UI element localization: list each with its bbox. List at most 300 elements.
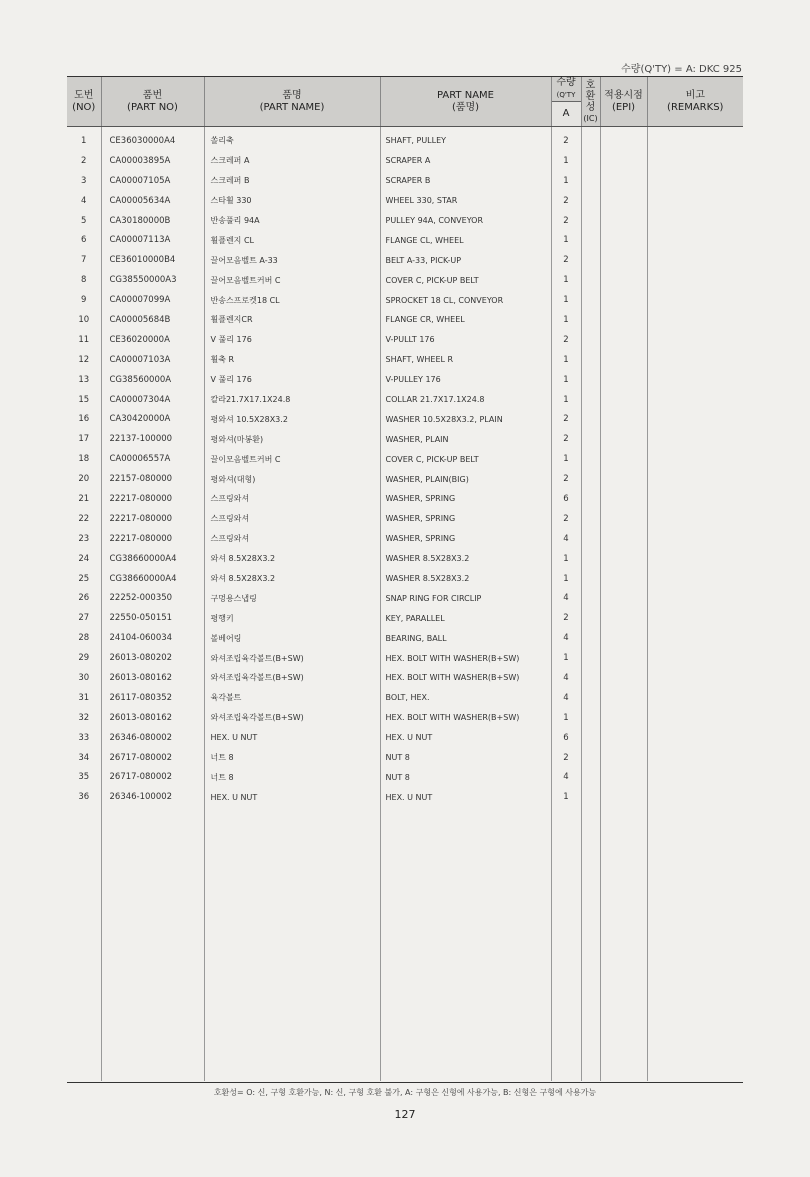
row-epi bbox=[600, 549, 647, 569]
row-part-no: 22137-100000 bbox=[101, 429, 204, 449]
row-part-name: 끌어모음벨트커버 C bbox=[204, 270, 380, 290]
row-part-no: CA00005684B bbox=[101, 310, 204, 330]
row-no: 12 bbox=[67, 350, 101, 370]
row-qty: 2 bbox=[551, 330, 581, 350]
header-ic-2: 환 bbox=[585, 90, 596, 102]
row-remarks bbox=[647, 668, 743, 688]
header-no bbox=[67, 77, 101, 127]
row-part-name: 와셔조립육각볼트(B+SW) bbox=[204, 668, 380, 688]
row-ic bbox=[581, 127, 600, 151]
row-eng-name: FLANGE CL, WHEEL bbox=[380, 230, 551, 250]
row-remarks bbox=[647, 127, 743, 151]
filler-cell bbox=[380, 807, 551, 1080]
header-ic-3: 성 bbox=[585, 101, 596, 113]
row-part-name: 칼라21.7X17.1X24.8 bbox=[204, 390, 380, 410]
row-remarks bbox=[647, 469, 743, 489]
row-qty: 2 bbox=[551, 429, 581, 449]
row-ic bbox=[581, 708, 600, 728]
row-remarks bbox=[647, 191, 743, 211]
table-row bbox=[67, 608, 743, 628]
row-remarks bbox=[647, 608, 743, 628]
row-epi bbox=[600, 648, 647, 668]
header-part-name bbox=[204, 77, 380, 127]
table-row bbox=[67, 151, 743, 171]
row-eng-name: BELT A-33, PICK-UP bbox=[380, 250, 551, 270]
compatibility-note: 호환성= O: 신, 구형 호환가능, N: 신, 구형 호환 불가, A: 구형은 신형에 사용가능, B: 신형은 구형에 사용가능 bbox=[213, 1088, 597, 1097]
header-eng-name-title: PART NAME bbox=[436, 89, 494, 101]
row-eng-name: FLANGE CR, WHEEL bbox=[380, 310, 551, 330]
row-qty: 2 bbox=[551, 191, 581, 211]
header-eng-name-ko: (품명) bbox=[451, 101, 480, 113]
header-no-ko: 도번 bbox=[74, 89, 94, 101]
row-remarks bbox=[647, 151, 743, 171]
table-row bbox=[67, 171, 743, 191]
row-epi bbox=[600, 708, 647, 728]
header-qty-top bbox=[552, 77, 581, 102]
header-qty-en: (Q'TY bbox=[556, 91, 576, 99]
row-part-no: 22217-080000 bbox=[101, 489, 204, 509]
row-epi bbox=[600, 529, 647, 549]
row-epi bbox=[600, 489, 647, 509]
row-part-name: V 풀리 176 bbox=[204, 370, 380, 390]
row-part-name: 너트 8 bbox=[204, 748, 380, 768]
row-part-no: 26717-080002 bbox=[101, 748, 204, 768]
row-no: 3 bbox=[67, 171, 101, 191]
row-no: 9 bbox=[67, 290, 101, 310]
row-epi bbox=[600, 151, 647, 171]
row-remarks bbox=[647, 787, 743, 807]
row-qty: 1 bbox=[551, 151, 581, 171]
row-no: 15 bbox=[67, 390, 101, 410]
row-qty: 4 bbox=[551, 529, 581, 549]
row-no: 7 bbox=[67, 250, 101, 270]
table-row bbox=[67, 569, 743, 589]
row-eng-name: WASHER, PLAIN(BIG) bbox=[380, 469, 551, 489]
row-part-no: CG38550000A3 bbox=[101, 270, 204, 290]
row-epi bbox=[600, 390, 647, 410]
table-row bbox=[67, 628, 743, 648]
row-qty: 1 bbox=[551, 290, 581, 310]
table-row bbox=[67, 787, 743, 807]
table-row bbox=[67, 588, 743, 608]
row-ic bbox=[581, 588, 600, 608]
table-row bbox=[67, 390, 743, 410]
page-number: 127 bbox=[394, 1108, 416, 1121]
row-qty: 2 bbox=[551, 250, 581, 270]
row-remarks bbox=[647, 509, 743, 529]
row-ic bbox=[581, 768, 600, 788]
row-qty: 1 bbox=[551, 549, 581, 569]
row-qty: 2 bbox=[551, 211, 581, 231]
row-qty: 1 bbox=[551, 350, 581, 370]
table-header-row bbox=[67, 77, 743, 127]
table-row bbox=[67, 549, 743, 569]
row-remarks bbox=[647, 429, 743, 449]
row-no: 17 bbox=[67, 429, 101, 449]
row-remarks bbox=[647, 588, 743, 608]
row-part-name: 와셔조립육각볼트(B+SW) bbox=[204, 708, 380, 728]
row-epi bbox=[600, 310, 647, 330]
row-eng-name: PULLEY 94A, CONVEYOR bbox=[380, 211, 551, 231]
table-row bbox=[67, 449, 743, 469]
row-part-no: 26013-080162 bbox=[101, 668, 204, 688]
header-part-no-en: (PART NO) bbox=[127, 101, 178, 113]
row-no: 21 bbox=[67, 489, 101, 509]
filler-cell bbox=[67, 807, 101, 1080]
row-epi bbox=[600, 409, 647, 429]
table-row bbox=[67, 211, 743, 231]
row-qty: 1 bbox=[551, 708, 581, 728]
row-epi bbox=[600, 370, 647, 390]
row-no: 36 bbox=[67, 787, 101, 807]
row-part-name: 평와셔(대형) bbox=[204, 469, 380, 489]
row-eng-name: WASHER 10.5X28X3.2, PLAIN bbox=[380, 409, 551, 429]
row-remarks bbox=[647, 529, 743, 549]
header-eng-name bbox=[380, 77, 551, 127]
header-part-no-ko: 품번 bbox=[142, 89, 163, 101]
row-epi bbox=[600, 748, 647, 768]
table-row bbox=[67, 688, 743, 708]
table-row bbox=[67, 668, 743, 688]
parts-table-frame bbox=[67, 76, 743, 1083]
row-no: 32 bbox=[67, 708, 101, 728]
row-ic bbox=[581, 489, 600, 509]
row-eng-name: WASHER, SPRING bbox=[380, 489, 551, 509]
row-ic bbox=[581, 211, 600, 231]
row-part-no: CA00003895A bbox=[101, 151, 204, 171]
header-ic-1: 호 bbox=[585, 79, 596, 91]
row-part-name: 육각볼트 bbox=[204, 688, 380, 708]
table-row bbox=[67, 310, 743, 330]
row-part-name: 와셔 8.5X28X3.2 bbox=[204, 569, 380, 589]
row-eng-name: COVER C, PICK-UP BELT bbox=[380, 449, 551, 469]
row-part-name: 평와셔 10.5X28X3.2 bbox=[204, 409, 380, 429]
row-epi bbox=[600, 330, 647, 350]
row-part-no: 22157-080000 bbox=[101, 469, 204, 489]
table-row bbox=[67, 529, 743, 549]
row-epi bbox=[600, 191, 647, 211]
row-part-no: CA00007304A bbox=[101, 390, 204, 410]
row-qty: 1 bbox=[551, 230, 581, 250]
row-eng-name: BEARING, BALL bbox=[380, 628, 551, 648]
row-ic bbox=[581, 409, 600, 429]
table-row bbox=[67, 191, 743, 211]
row-ic bbox=[581, 549, 600, 569]
row-part-name: 스크레퍼 A bbox=[204, 151, 380, 171]
row-epi bbox=[600, 449, 647, 469]
row-eng-name: HEX. U NUT bbox=[380, 787, 551, 807]
row-ic bbox=[581, 608, 600, 628]
row-eng-name: WASHER, SPRING bbox=[380, 509, 551, 529]
row-eng-name: HEX. U NUT bbox=[380, 728, 551, 748]
row-qty: 1 bbox=[551, 569, 581, 589]
row-part-no: 26346-080002 bbox=[101, 728, 204, 748]
row-ic bbox=[581, 648, 600, 668]
row-qty: 6 bbox=[551, 728, 581, 748]
row-part-no: 26717-080002 bbox=[101, 768, 204, 788]
row-eng-name: NUT 8 bbox=[380, 748, 551, 768]
row-epi bbox=[600, 127, 647, 151]
row-eng-name: COVER C, PICK-UP BELT bbox=[380, 270, 551, 290]
table-row bbox=[67, 270, 743, 290]
filler-cell bbox=[581, 807, 600, 1080]
row-part-name: 와셔 8.5X28X3.2 bbox=[204, 549, 380, 569]
table-row bbox=[67, 290, 743, 310]
row-part-name: 반송풀리 94A bbox=[204, 211, 380, 231]
row-no: 25 bbox=[67, 569, 101, 589]
row-remarks bbox=[647, 370, 743, 390]
row-part-no: CE36010000B4 bbox=[101, 250, 204, 270]
row-no: 18 bbox=[67, 449, 101, 469]
row-remarks bbox=[647, 489, 743, 509]
row-qty: 4 bbox=[551, 588, 581, 608]
row-epi bbox=[600, 350, 647, 370]
row-remarks bbox=[647, 350, 743, 370]
row-no: 24 bbox=[67, 549, 101, 569]
table-row bbox=[67, 409, 743, 429]
row-qty: 2 bbox=[551, 409, 581, 429]
row-eng-name: KEY, PARALLEL bbox=[380, 608, 551, 628]
row-part-name: HEX. U NUT bbox=[204, 787, 380, 807]
header-qty-ko: 수량 bbox=[556, 77, 576, 88]
row-remarks bbox=[647, 390, 743, 410]
row-eng-name: HEX. BOLT WITH WASHER(B+SW) bbox=[380, 708, 551, 728]
row-qty: 2 bbox=[551, 748, 581, 768]
row-ic bbox=[581, 628, 600, 648]
row-part-name: 끌어모음벨트 A-33 bbox=[204, 250, 380, 270]
row-eng-name: BOLT, HEX. bbox=[380, 688, 551, 708]
row-part-name: 반송스프로켓18 CL bbox=[204, 290, 380, 310]
header-ic-en: (IC) bbox=[583, 113, 598, 123]
row-part-name: 평행키 bbox=[204, 608, 380, 628]
row-part-no: CA00007113A bbox=[101, 230, 204, 250]
row-ic bbox=[581, 250, 600, 270]
table-row bbox=[67, 230, 743, 250]
row-remarks bbox=[647, 449, 743, 469]
row-eng-name: WASHER 8.5X28X3.2 bbox=[380, 569, 551, 589]
row-ic bbox=[581, 469, 600, 489]
row-remarks bbox=[647, 330, 743, 350]
row-eng-name: V-PULLT 176 bbox=[380, 330, 551, 350]
header-part-name-en: (PART NAME) bbox=[259, 101, 325, 113]
row-part-no: CA30420000A bbox=[101, 409, 204, 429]
row-no: 6 bbox=[67, 230, 101, 250]
row-no: 11 bbox=[67, 330, 101, 350]
row-ic bbox=[581, 230, 600, 250]
row-eng-name: COLLAR 21.7X17.1X24.8 bbox=[380, 390, 551, 410]
row-ic bbox=[581, 330, 600, 350]
row-part-name: 끌이모음벨트커버 C bbox=[204, 449, 380, 469]
row-part-name: 쏠리축 bbox=[204, 127, 380, 151]
row-part-name: V 풀리 176 bbox=[204, 330, 380, 350]
table-row bbox=[67, 728, 743, 748]
row-part-name: 휠플렌지 CL bbox=[204, 230, 380, 250]
row-eng-name: HEX. BOLT WITH WASHER(B+SW) bbox=[380, 648, 551, 668]
row-no: 27 bbox=[67, 608, 101, 628]
table-row bbox=[67, 350, 743, 370]
row-part-name: 구멍용스냅링 bbox=[204, 588, 380, 608]
row-remarks bbox=[647, 409, 743, 429]
row-part-no: CA00007099A bbox=[101, 290, 204, 310]
row-remarks bbox=[647, 569, 743, 589]
parts-table bbox=[67, 77, 743, 1081]
row-epi bbox=[600, 469, 647, 489]
table-row bbox=[67, 708, 743, 728]
row-remarks bbox=[647, 270, 743, 290]
row-remarks bbox=[647, 708, 743, 728]
row-qty: 1 bbox=[551, 370, 581, 390]
row-eng-name: SHAFT, WHEEL R bbox=[380, 350, 551, 370]
row-part-name: 와셔조립육각볼트(B+SW) bbox=[204, 648, 380, 668]
row-qty: 1 bbox=[551, 449, 581, 469]
row-no: 35 bbox=[67, 768, 101, 788]
row-part-no: CG38660000A4 bbox=[101, 569, 204, 589]
row-no: 13 bbox=[67, 370, 101, 390]
row-qty: 1 bbox=[551, 787, 581, 807]
header-qty bbox=[551, 77, 581, 127]
header-ic bbox=[581, 77, 600, 127]
row-remarks bbox=[647, 628, 743, 648]
filler-cell bbox=[101, 807, 204, 1080]
row-part-name: 휠플렌지CR bbox=[204, 310, 380, 330]
row-ic bbox=[581, 569, 600, 589]
row-qty: 4 bbox=[551, 768, 581, 788]
row-epi bbox=[600, 569, 647, 589]
row-qty: 2 bbox=[551, 608, 581, 628]
row-part-no: CA00005634A bbox=[101, 191, 204, 211]
row-part-no: 22217-080000 bbox=[101, 529, 204, 549]
row-qty: 1 bbox=[551, 390, 581, 410]
row-remarks bbox=[647, 290, 743, 310]
table-filler-row bbox=[67, 807, 743, 1080]
row-part-no: 22252-000350 bbox=[101, 588, 204, 608]
row-epi bbox=[600, 230, 647, 250]
row-epi bbox=[600, 628, 647, 648]
row-qty: 4 bbox=[551, 628, 581, 648]
row-no: 26 bbox=[67, 588, 101, 608]
row-remarks bbox=[647, 211, 743, 231]
row-ic bbox=[581, 429, 600, 449]
row-ic bbox=[581, 370, 600, 390]
row-qty: 2 bbox=[551, 509, 581, 529]
row-remarks bbox=[647, 310, 743, 330]
row-ic bbox=[581, 171, 600, 191]
filler-cell bbox=[204, 807, 380, 1080]
row-ic bbox=[581, 787, 600, 807]
table-row bbox=[67, 127, 743, 151]
table-row bbox=[67, 469, 743, 489]
row-no: 16 bbox=[67, 409, 101, 429]
row-part-name: 스타휠 330 bbox=[204, 191, 380, 211]
row-part-no: CA30180000B bbox=[101, 211, 204, 231]
row-part-no: CA00006557A bbox=[101, 449, 204, 469]
table-row bbox=[67, 489, 743, 509]
row-epi bbox=[600, 270, 647, 290]
header-epi-ko: 적용시점 bbox=[604, 89, 643, 101]
row-qty: 1 bbox=[551, 310, 581, 330]
row-eng-name: WASHER, PLAIN bbox=[380, 429, 551, 449]
filler-cell bbox=[600, 807, 647, 1080]
table-row bbox=[67, 748, 743, 768]
row-part-no: 26117-080352 bbox=[101, 688, 204, 708]
row-remarks bbox=[647, 748, 743, 768]
row-epi bbox=[600, 588, 647, 608]
row-remarks bbox=[647, 549, 743, 569]
table-row bbox=[67, 509, 743, 529]
row-no: 28 bbox=[67, 628, 101, 648]
header-remarks bbox=[647, 77, 743, 127]
table-row bbox=[67, 370, 743, 390]
row-epi bbox=[600, 171, 647, 191]
row-eng-name: V-PULLEY 176 bbox=[380, 370, 551, 390]
table-row bbox=[67, 330, 743, 350]
row-part-no: CE36030000A4 bbox=[101, 127, 204, 151]
row-part-no: 22550-050151 bbox=[101, 608, 204, 628]
row-ic bbox=[581, 509, 600, 529]
row-epi bbox=[600, 608, 647, 628]
row-no: 4 bbox=[67, 191, 101, 211]
row-ic bbox=[581, 310, 600, 330]
header-epi-en: (EPI) bbox=[611, 101, 636, 113]
row-no: 29 bbox=[67, 648, 101, 668]
header-qty-a: A bbox=[552, 102, 581, 126]
row-remarks bbox=[647, 728, 743, 748]
row-ic bbox=[581, 151, 600, 171]
row-epi bbox=[600, 768, 647, 788]
row-eng-name: WHEEL 330, STAR bbox=[380, 191, 551, 211]
row-part-name: 볼베어링 bbox=[204, 628, 380, 648]
row-ic bbox=[581, 688, 600, 708]
row-no: 10 bbox=[67, 310, 101, 330]
row-qty: 6 bbox=[551, 489, 581, 509]
row-ic bbox=[581, 449, 600, 469]
row-no: 2 bbox=[67, 151, 101, 171]
row-no: 31 bbox=[67, 688, 101, 708]
row-epi bbox=[600, 290, 647, 310]
row-qty: 4 bbox=[551, 668, 581, 688]
row-eng-name: HEX. BOLT WITH WASHER(B+SW) bbox=[380, 668, 551, 688]
row-remarks bbox=[647, 768, 743, 788]
row-part-no: CA00007103A bbox=[101, 350, 204, 370]
row-ic bbox=[581, 191, 600, 211]
table-row bbox=[67, 250, 743, 270]
row-remarks bbox=[647, 648, 743, 668]
row-ic bbox=[581, 390, 600, 410]
row-ic bbox=[581, 668, 600, 688]
row-remarks bbox=[647, 230, 743, 250]
row-no: 33 bbox=[67, 728, 101, 748]
row-epi bbox=[600, 688, 647, 708]
row-remarks bbox=[647, 250, 743, 270]
row-part-no: 24104-060034 bbox=[101, 628, 204, 648]
row-remarks bbox=[647, 688, 743, 708]
row-part-no: CE36020000A bbox=[101, 330, 204, 350]
row-ic bbox=[581, 529, 600, 549]
row-epi bbox=[600, 509, 647, 529]
table-row bbox=[67, 768, 743, 788]
row-no: 23 bbox=[67, 529, 101, 549]
row-remarks bbox=[647, 171, 743, 191]
row-part-name: 휠축 R bbox=[204, 350, 380, 370]
qty-note: 수량(Q'TY) = A: DKC 925 bbox=[621, 64, 742, 75]
row-part-no: CG38660000A4 bbox=[101, 549, 204, 569]
row-epi bbox=[600, 250, 647, 270]
row-part-name: 스프링와셔 bbox=[204, 529, 380, 549]
row-eng-name: SPROCKET 18 CL, CONVEYOR bbox=[380, 290, 551, 310]
row-no: 34 bbox=[67, 748, 101, 768]
row-no: 8 bbox=[67, 270, 101, 290]
row-epi bbox=[600, 787, 647, 807]
